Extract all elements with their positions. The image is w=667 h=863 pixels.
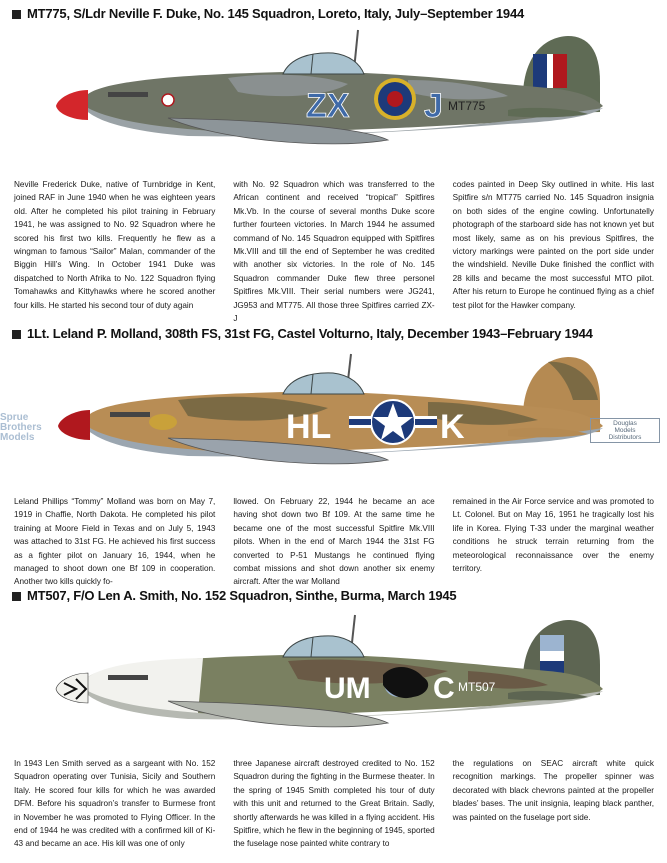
text-column: codes painted in Deep Sky outlined in white. His last Spitfire s/n MT775 carried No. 145 Squadron insignia on both sides of the engine cowling. Unfortunatelly photograph of the starboard side has not known yet but most likely, same as on his previous Spitfires, the victory markings were painted on the port side under the windshield. Neville Duke finished the conflict with 28 kills and became the most successful MTO pilot. After his return to Europe he continued flying as a chief test pilot for the Hawker company.: [452, 180, 654, 310]
code-letter-right: K: [440, 408, 465, 446]
spitfire-profile-molland: [28, 340, 628, 480]
code-letters-left: UM: [324, 672, 371, 705]
section-2-title: 1Lt. Leland P. Molland, 308th FS, 31st FG, Castel Volturno, Italy, December 1943–February 1944: [12, 326, 593, 341]
watermark-right: Douglas Models Distributors: [590, 418, 660, 443]
text-column: the regulations on SEAC aircraft white quick recognition markings. The propeller spinner was decorated with black chevrons painted at the propeller blades’ bases. The unit insignia, leaping black panther, was painted on the fuselage port side.: [452, 759, 654, 822]
code-letters-left: ZX: [306, 87, 350, 125]
text-column: with No. 92 Squadron which was transferred to the African continent and received “tropical” Spitfires Mk.Vb. In the course of several months Duke score further fourteen victories. In March 1944 he assumed command of No. 145 Squadron equipped with Spitfires Mk.VIII and till the end of September he was credited with another six victories. In the role of No. 145 Squadron commander Duke flew three personel Spitfires Mk.VIII. Their serial numbers were JG241, JG953 and MT775. All those three Spitfires carried ZX-J: [233, 180, 435, 324]
section-2-text: [14, 495, 654, 589]
spitfire-profile-mt775: [28, 22, 628, 162]
text-column: Neville Frederick Duke, native of Turnbridge in Kent, joined RAF in June 1940 when he was eighteen years old. After he completed his pilot training in February 1941, he was assigned to No. 92 Squadron where he scored his first two kills. Frequently he flew as a wingman to famous “Sailor” Malan, commander of the Biggin Hill’s Wing. In October 1941 Duke was dispatched to North Afrika to No. 122 Squadron flying Tomahawks and Kittyhawks where he scored another four kills. He started his second tour of duty again: [14, 180, 216, 310]
bullet-icon: [12, 330, 21, 339]
text-column: In 1943 Len Smith served as a sargeant with No. 152 Squadron operating over Tunisia, Sicily and Southern Italy. He scored four kills for which he was awarded DFM. Before his squadron’s transfer to Burmese front in November he was promoted to Flying Officer. In the end of 1944 he was credited with a confirmed kill of Ki-43 and became an ace. His kill was one of only: [14, 759, 216, 849]
section-3-title: MT507, F/O Len A. Smith, No. 152 Squadron, Sinthe, Burma, March 1945: [12, 588, 456, 603]
text-column: remained in the Air Force service and was promoted to Lt. Colonel. But on May 16, 1951 he tragically lost his life in Korea. Flying T-33 under the marginal weather conditions he struck terrain returning from the meteorological reconnaissance over the enemy territory.: [452, 497, 654, 574]
bullet-icon: [12, 592, 21, 601]
code-letter-right: C: [433, 672, 455, 705]
section-1-title: MT775, S/Ldr Neville F. Duke, No. 145 Squadron, Loreto, Italy, July–September 1944: [12, 6, 524, 21]
section-1-text: [14, 178, 654, 325]
section-3-text: [14, 757, 654, 851]
text-column: three Japanese aircraft destroyed credited to No. 152 Squadron during the fighting in the Burmese theater. In the spring of 1945 Smith completed his tour of duty with this unit and returned to the Great Britain. Sadly, shortly afterwards he was killed in a flying accident. His Spitfire, which he flew in the beginning of 1945, sported the fuselage nose painted white contrary to: [233, 759, 435, 849]
serial-number: MT775: [448, 99, 486, 113]
spitfire-profile-mt507: [28, 605, 628, 745]
serial-number: MT507: [458, 680, 496, 694]
bullet-icon: [12, 10, 21, 19]
code-letters-left: HL: [286, 408, 332, 446]
text-column: llowed. On February 22, 1944 he became an ace having shot down two Bf 109. At the same time he became one of the most successful Spitfire Mk.VIII pilots. When in the end of March 1944 the 31st FG converted to P-51 Mustangs he continued flying combat missions and shot down another six enemy aircraft. After the war Molland: [233, 497, 435, 587]
code-letter-right: J: [424, 87, 443, 125]
watermark-left: Sprue Brothers Models: [0, 412, 42, 443]
text-column: Leland Phillips “Tommy” Molland was born on May 7, 1919 in Chaffie, North Dakota. He completed his pilot training at Moore Field in Texas and on July 5, 1943 was attached to 31st FG. He achieved his first success as a fighter pilot on January 16, 1944, when he managed to shoot down one Bf 109 in cooperation. Another two kills quickly fo-: [14, 497, 216, 587]
